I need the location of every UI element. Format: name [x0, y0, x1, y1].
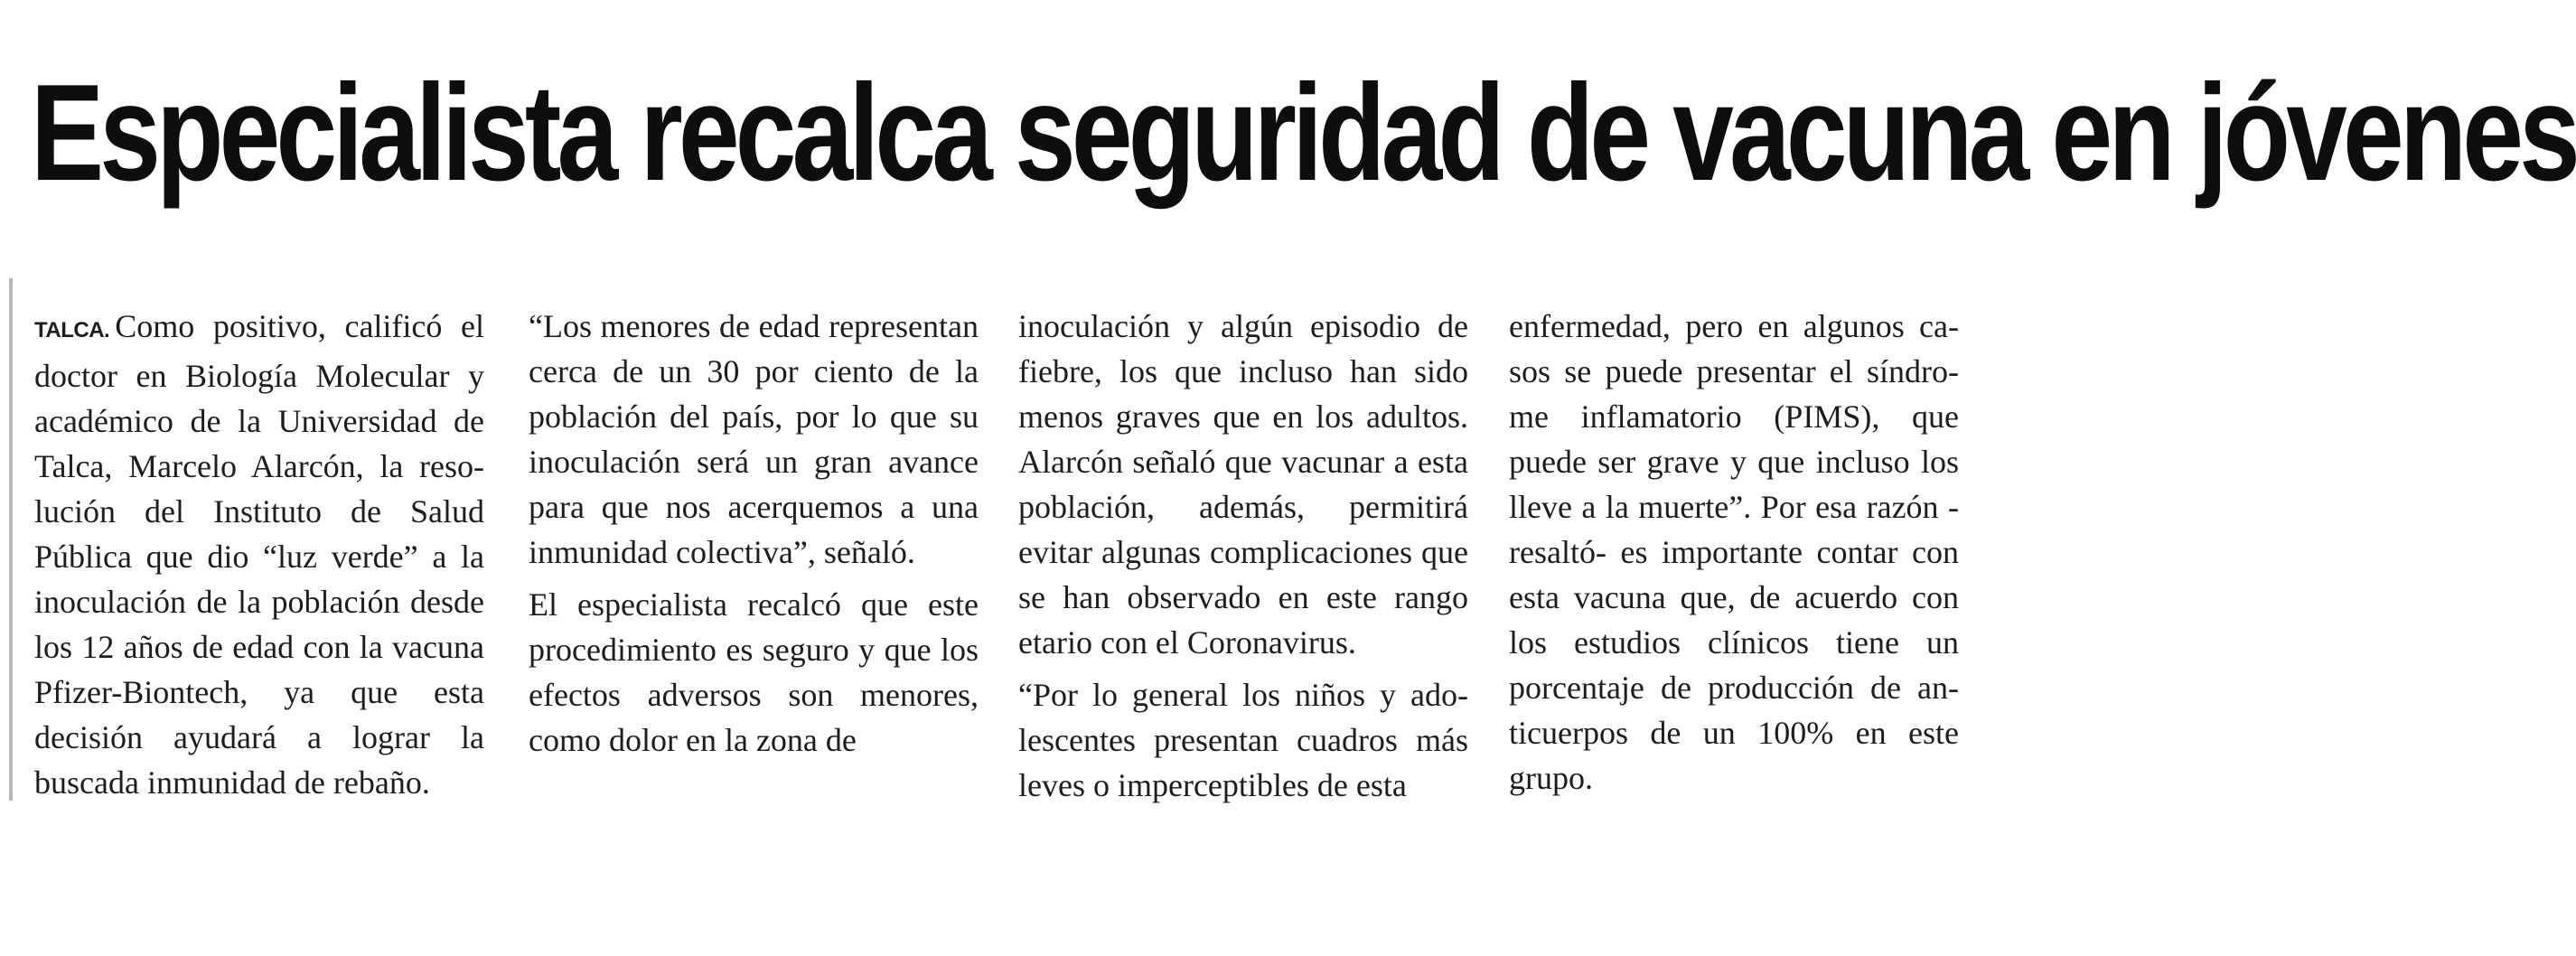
paragraph-text: Como positivo, calificó el doctor en Biología Molecular y académico de la Universidad de Talca, Marcelo Alarcón, la resolución del Instituto de Salud Pública que dio “luz verde” a la inoculación de la población desde los 12 años de edad con la vacuna Pfizer-Biontech, ya que esta decisión ayudará a lograr la buscada inmunidad de rebaño.	[34, 308, 484, 801]
article-column-1	[34, 304, 484, 812]
dateline: TALCA.	[34, 318, 110, 342]
column-rule	[9, 278, 13, 801]
article-column-3	[1018, 304, 1468, 815]
article-column-4	[1509, 304, 1959, 808]
paragraph: “Por lo general los niños y adolescentes presentan cuadros más leves o imperceptibles de esta	[1018, 677, 1468, 803]
paragraph: El especialista recalcó que este procedimiento es seguro y que los efectos adversos son menores, como dolor en la zona de	[529, 586, 979, 758]
paragraph: enfermedad, pero en algunos casos se puede presentar el síndrome inflamatorio (PIMS), que puede ser grave y que incluso los lleve a la muerte”. Por esa razón -resaltó- es importante contar con esta vacuna que, de acuerdo con los estudios clínicos tiene un porcentaje de producción de anticuerpos de un 100% en este grupo.	[1509, 308, 1959, 796]
article-column-2	[529, 304, 979, 770]
paragraph: inoculación y algún episodio de fiebre, los que incluso han sido menos graves que en los adultos. Alarcón señaló que vacunar a esta población, además, permitirá evitar algunas complicaciones que se han observado en este rango etario con el Coronavirus.	[1018, 308, 1468, 661]
headline: Especialista recalca seguridad de vacuna en jóvenes	[31, 56, 2576, 210]
paragraph	[34, 304, 484, 805]
paragraph: “Los menores de edad representan cerca de un 30 por ciento de la población del país, por lo que su inoculación será un gran avance para que nos acerquemos a una inmunidad colectiva”, señaló.	[529, 308, 979, 570]
